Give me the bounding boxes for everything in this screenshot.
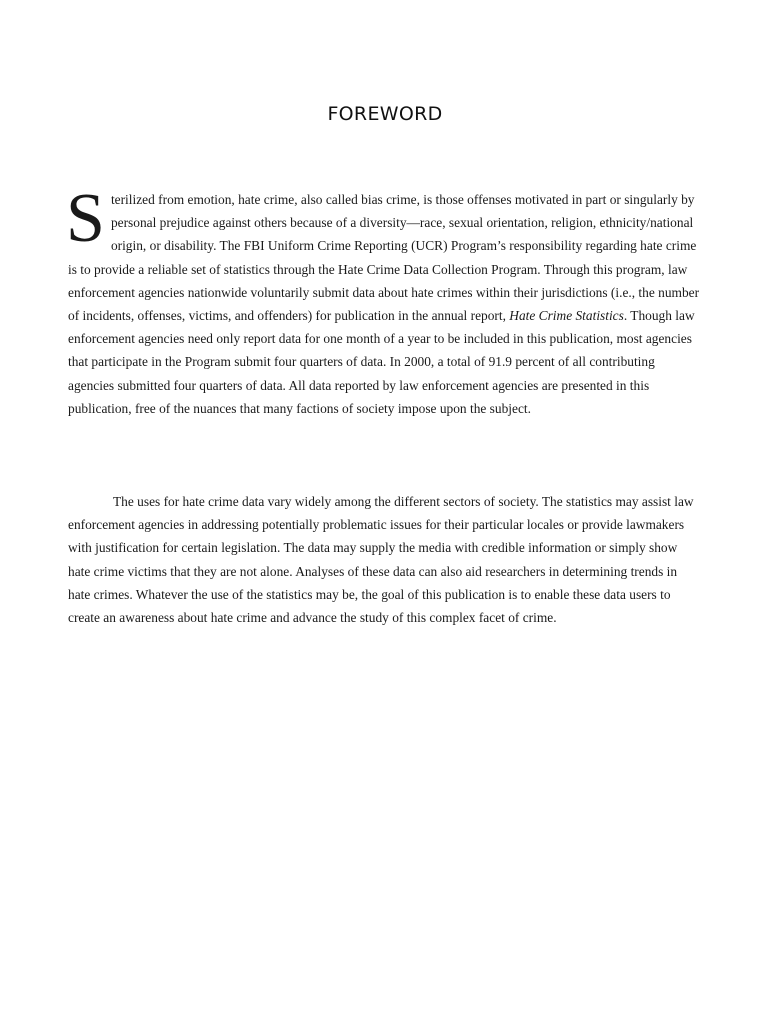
publication-title-italic: Hate Crime Statistics [509, 308, 624, 324]
paragraph-1-text-start: terilized from emotion, hate crime, also called bias crime, is those offenses motivated in part or singularly by personal prejudice against others because of a diversity—race, sexual orientation, religion, ethnicity/national origin, or disability. The FBI Uniform Crime Reporting (UCR) Program’s responsibility regarding hate crime is to provide a reliable set of statistics through the Hate Crime Data Collection Program. Through this program, law enforcement agencies nationwide voluntarily submit data about hate crimes within their jurisdictions (i.e., the number of incidents, offenses, victims, and offenders) for publication in the annual report, [68, 192, 700, 324]
page-title: FOREWORD [327, 103, 443, 125]
paragraph-1-text-end: . Though law enforcement agencies need only report data for one month of a year to be included in this publication, most agencies that participate in the Program submit four quarters of data. In 2000, a total of 91.9 percent of all contributing agencies submitted four quarters of data. All data reported by law enforcement agencies are presented in this publication, free of the nuances that many factions of society impose upon the subject. [68, 308, 695, 416]
foreword-paragraph-1 [66, 180, 702, 420]
drop-cap-letter: S [66, 180, 105, 257]
foreword-paragraph-2: The uses for hate crime data vary widely among the different sectors of society. The statistics may assist law enforcement agencies in addressing potentially problematic issues for their particular locales or provide lawmakers with justification for certain legislation. The data may supply the media with credible information or simply show hate crime victims that they are not alone. Analyses of these data can also aid researchers in determining trends in hate crimes. Whatever the use of the statistics may be, the goal of this publication is to enable these data users to create an awareness about hate crime and advance the study of this complex facet of crime. [68, 494, 694, 626]
